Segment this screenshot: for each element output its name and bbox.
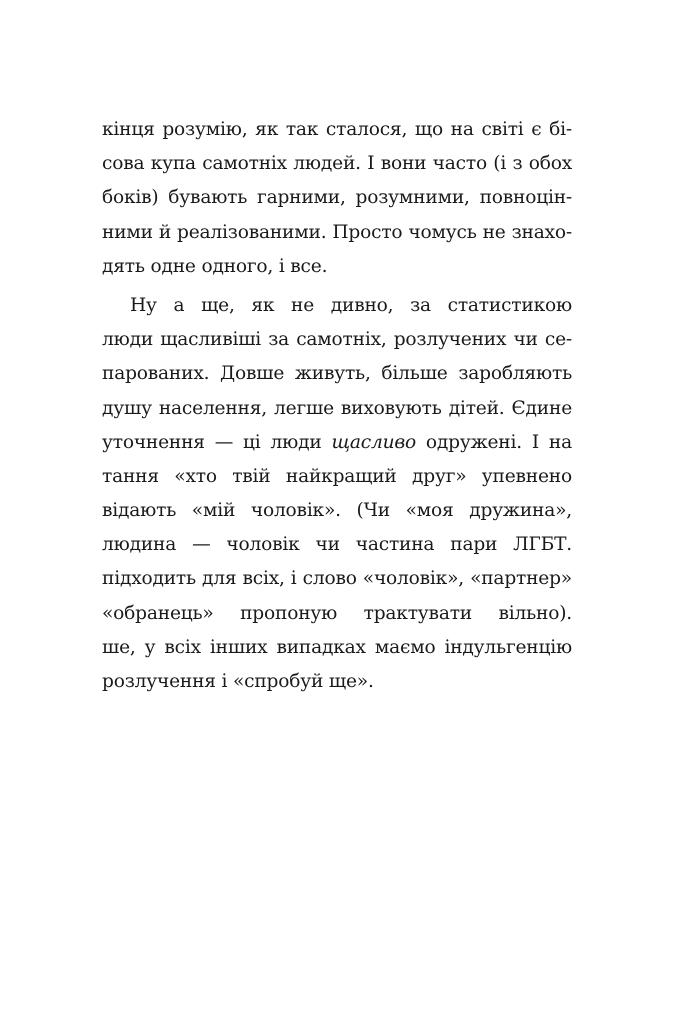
text-line: кінця розумію, як так сталося, що на світі є бі- (102, 119, 572, 140)
text-line: відають «мій чоловік». (Чи «моя дружина», (102, 500, 572, 522)
text-line: дять одне одного, і все. (102, 255, 328, 277)
text-line-with-italic (102, 426, 572, 460)
body-text (102, 113, 572, 699)
text-line: боків) бувають гарними, розумними, повноцін- (102, 187, 572, 209)
text-line: ними й реалізованими. Просто чомусь не знахо- (102, 221, 572, 243)
paragraph-1 (102, 113, 572, 284)
text-line: «обранець» пропоную трактувати вільно). (102, 602, 572, 624)
text-segment: уточнення — ці люди (102, 431, 332, 453)
text-line: душу населення, легше виховують дітей. Єдине (102, 397, 572, 419)
text-line: люди щасливіші за самотніх, розлучених чи се- (102, 329, 572, 351)
text-line: ше, у всіх інших випадках маємо індульгенцію (102, 636, 572, 658)
text-line: парованих. Довше живуть, більше заробляють (102, 363, 572, 385)
text-line: сова купа самотніх людей. І вони часто (і з обох (102, 153, 572, 175)
text-line: Ну а ще, як не дивно, за статистикою (130, 294, 572, 316)
italic-word: щасливо (331, 431, 416, 453)
text-line: розлучення і «спробуй ще». (102, 671, 374, 692)
paragraph-2 (102, 289, 572, 699)
text-line: людина — чоловік чи частина пари ЛГБТ. (102, 534, 572, 556)
text-line: підходить для всіх, і слово «чоловік», «партнер» (102, 568, 572, 590)
text-segment: одружені. І на (425, 431, 572, 453)
text-line: тання «хто твій найкращий друг» упевнено (102, 465, 572, 487)
